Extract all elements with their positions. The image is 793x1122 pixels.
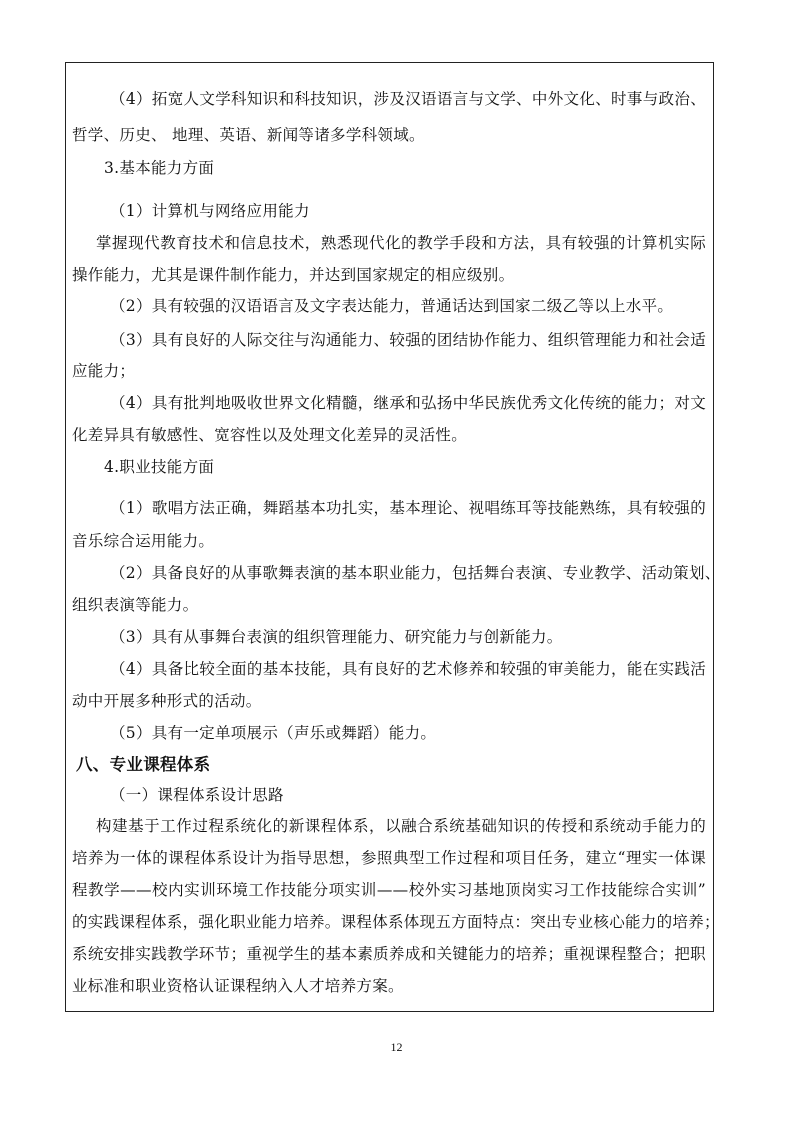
text-line: 动中开展多种形式的活动。: [72, 692, 262, 710]
text-line: （3）具有良好的人际交往与沟通能力、较强的团结协作能力、组织管理能力和社会适: [110, 331, 706, 349]
text-line: （4）拓宽人文学科知识和科技知识，涉及汉语语言与文学、中外文化、时事与政治、: [110, 90, 706, 108]
text-line: 哲学、历史、 地理、英语、新闻等诸多学科领域。: [72, 126, 425, 144]
chapter-heading: 八、专业课程体系: [76, 755, 211, 774]
text-line: 构建基于工作过程系统化的新课程体系，以融合系统基础知识的传授和系统动手能力的: [96, 817, 706, 835]
text-line: 系统安排实践教学环节；重视学生的基本素质养成和关键能力的培养；重视课程整合；把职: [72, 945, 706, 963]
text-line: （1）歌唱方法正确，舞蹈基本功扎实，基本理论、视唱练耳等技能熟练，具有较强的: [110, 499, 706, 517]
text-line: 应能力；: [72, 362, 136, 380]
text-line: （1）计算机与网络应用能力: [110, 202, 310, 220]
text-line: 程教学——校内实训环境工作技能分项实训——校外实习基地顶岗实习工作技能综合实训”: [72, 881, 706, 899]
text-line: （3）具有从事舞台表演的组织管理能力、研究能力与创新能力。: [110, 628, 563, 646]
page-number: 12: [390, 1040, 403, 1054]
section-subheading: 3.基本能力方面: [104, 159, 215, 177]
text-line: （2）具有较强的汉语语言及文字表达能力，普通话达到国家二级乙等以上水平。: [110, 297, 674, 315]
text-line: 掌握现代教育技术和信息技术，熟悉现代化的教学手段和方法，具有较强的计算机实际: [96, 234, 706, 252]
text-line: 培养为一体的课程体系设计为指导思想，参照典型工作过程和项目任务，建立“理实一体课: [72, 849, 706, 867]
text-line: 化差异具有敏感性、宽容性以及处理文化差异的灵活性。: [72, 426, 468, 444]
text-line: 组织表演等能力。: [72, 596, 199, 614]
text-line: （4）具有批判地吸收世界文化精髓，继承和弘扬中华民族优秀文化传统的能力；对文: [110, 394, 706, 412]
text-line: 操作能力，尤其是课件制作能力，并达到国家规定的相应级别。: [72, 266, 515, 284]
text-line: （2）具备良好的从事歌舞表演的基本职业能力，包括舞台表演、专业教学、活动策划、: [110, 564, 721, 582]
subsection-heading: （一）课程体系设计思路: [110, 786, 284, 804]
text-line: 的实践课程体系，强化职业能力培养。课程体系体现五方面特点：突出专业核心能力的培养；: [72, 913, 720, 931]
text-line: （4）具备比较全面的基本技能，具有良好的艺术修养和较强的审美能力，能在实践活: [110, 660, 706, 678]
section-subheading: 4.职业技能方面: [104, 458, 215, 476]
text-line: 音乐综合运用能力。: [72, 532, 215, 550]
text-line: （5）具有一定单项展示（声乐或舞蹈）能力。: [110, 724, 437, 742]
text-line: 业标准和职业资格认证课程纳入人才培养方案。: [72, 977, 404, 995]
